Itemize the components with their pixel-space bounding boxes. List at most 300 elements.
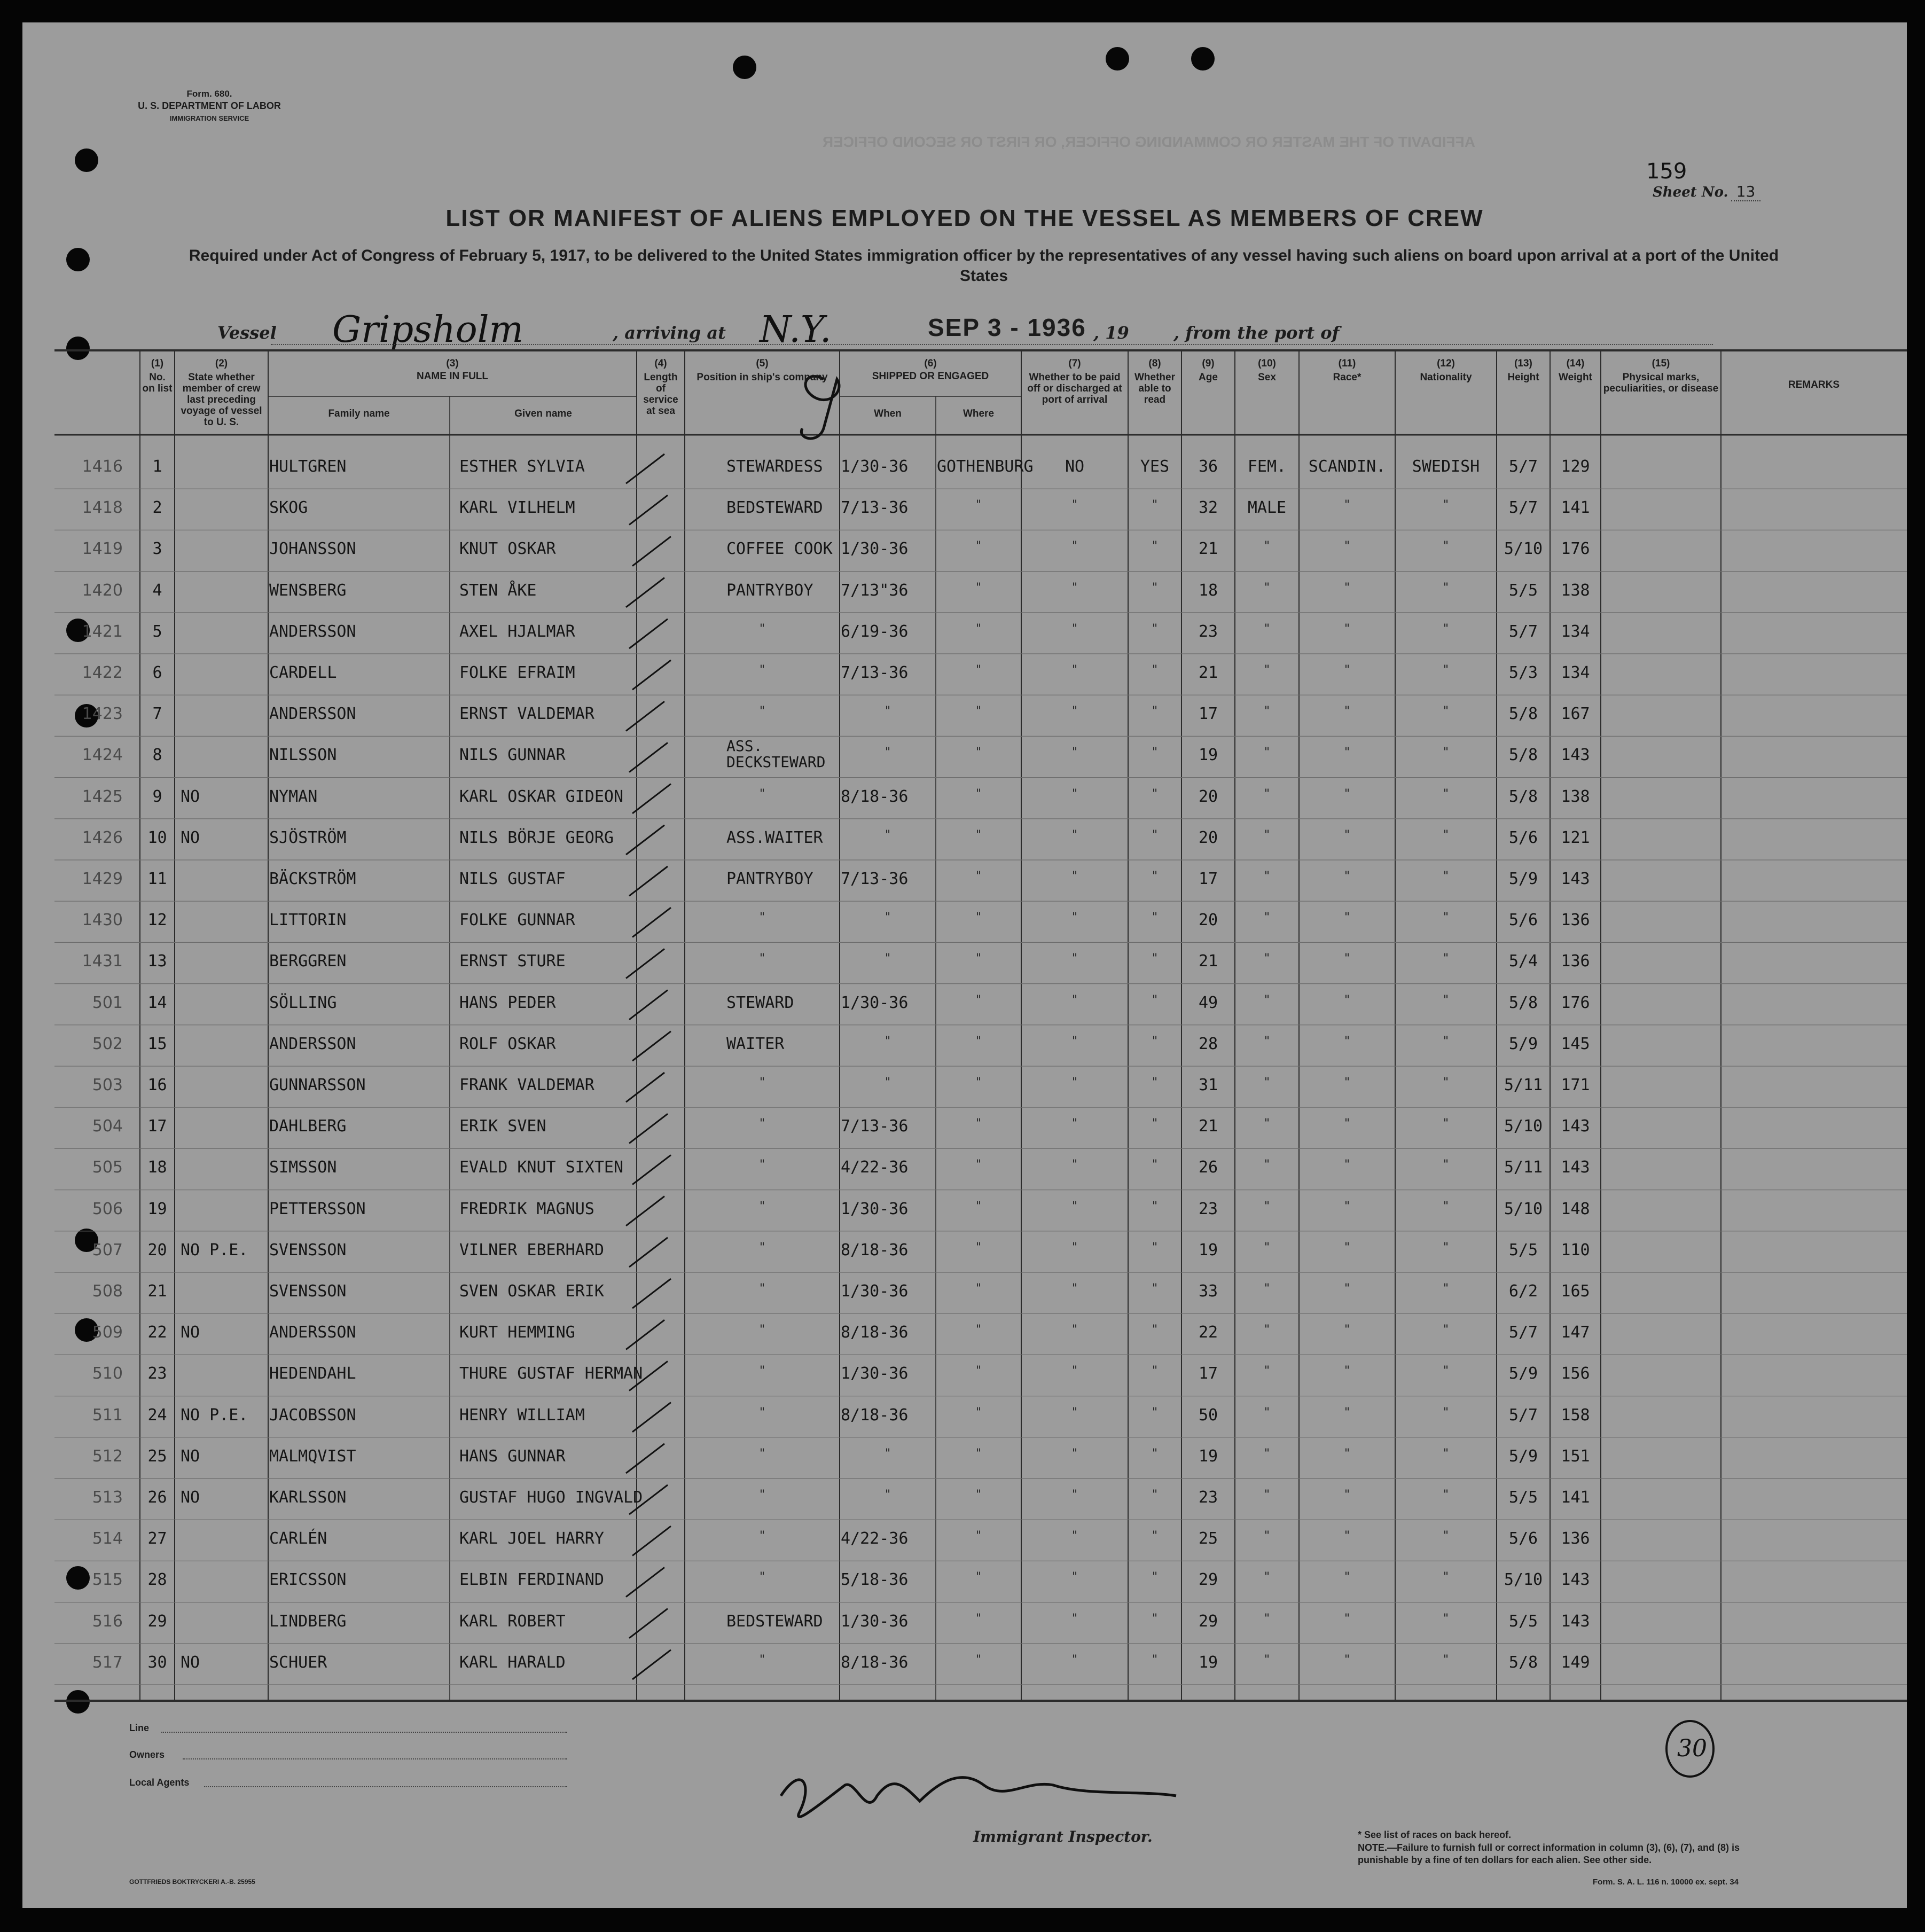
column-header-label: Whether to be paid off or discharged at port of arrival xyxy=(1027,372,1122,405)
nationality: " xyxy=(1442,705,1450,718)
weight: 143 xyxy=(1561,1117,1590,1136)
given-name: KARL ROBERT xyxy=(459,1612,566,1631)
nationality: " xyxy=(1442,952,1450,966)
nationality: " xyxy=(1442,1405,1450,1419)
previous-voyage: NO xyxy=(181,1488,200,1507)
shipped-when: 7/13-36 xyxy=(841,498,909,518)
owners-rule xyxy=(183,1758,567,1759)
height: 5/8 xyxy=(1508,705,1538,724)
given-name: HANS GUNNAR xyxy=(459,1446,566,1466)
able-to-read: " xyxy=(1151,993,1159,1007)
position: " xyxy=(758,1570,766,1584)
table-row xyxy=(22,613,1907,654)
family-name: ANDERSSON xyxy=(269,705,356,724)
local-agents-label: Local Agents xyxy=(129,1777,190,1788)
shipped-where: " xyxy=(975,952,982,966)
table-row xyxy=(22,1272,1907,1313)
margin-number: 508 xyxy=(92,1282,123,1301)
shipped-where: " xyxy=(975,539,982,553)
race: " xyxy=(1343,828,1351,842)
race: " xyxy=(1343,1117,1351,1131)
shipped-when: 1/30-36 xyxy=(841,993,909,1012)
shipped-where: " xyxy=(975,1570,982,1584)
shipped-where: " xyxy=(975,622,982,636)
nationality: " xyxy=(1442,828,1450,842)
row-number: 2 xyxy=(152,498,162,518)
owners-label: Owners xyxy=(129,1749,165,1760)
weight: 143 xyxy=(1561,746,1590,765)
position: " xyxy=(758,1488,766,1501)
position: STEWARDESS xyxy=(726,457,823,476)
age: 19 xyxy=(1198,1653,1218,1672)
shipped-when: 1/30-36 xyxy=(841,1612,909,1631)
able-to-read: " xyxy=(1151,1488,1159,1501)
position: BEDSTEWARD xyxy=(726,498,823,518)
sex: " xyxy=(1263,539,1271,553)
shipped-when: 1/30-36 xyxy=(841,1199,909,1218)
margin-number: 506 xyxy=(92,1199,123,1218)
family-name: HEDENDAHL xyxy=(269,1364,356,1383)
race: " xyxy=(1343,622,1351,636)
height: 5/5 xyxy=(1508,1612,1538,1631)
previous-voyage: NO xyxy=(181,1323,200,1342)
height: 5/8 xyxy=(1508,993,1538,1012)
height: 5/7 xyxy=(1508,457,1538,476)
from-port-label: , from the port of xyxy=(1173,323,1340,343)
row-number: 19 xyxy=(147,1199,167,1218)
column-header-label: SHIPPED OR ENGAGED xyxy=(872,371,989,382)
sex: " xyxy=(1263,1117,1271,1131)
height: 5/9 xyxy=(1508,1446,1538,1466)
position: " xyxy=(758,1240,766,1254)
nationality: " xyxy=(1442,663,1450,677)
age: 17 xyxy=(1198,705,1218,724)
column-number: (9) xyxy=(1202,358,1215,369)
weight: 121 xyxy=(1561,828,1590,847)
given-name: GUSTAF HUGO INGVALD xyxy=(459,1488,643,1507)
table-row xyxy=(22,654,1907,695)
paid-off: " xyxy=(1071,1653,1078,1667)
row-number: 17 xyxy=(147,1117,167,1136)
shipped-when: 8/18-36 xyxy=(841,787,909,806)
position: COFFEE COOK xyxy=(726,539,833,559)
margin-number: 516 xyxy=(92,1612,123,1631)
family-name: SVENSSON xyxy=(269,1282,347,1301)
column-number: (8) xyxy=(1148,358,1161,369)
position: " xyxy=(758,1323,766,1337)
able-to-read: " xyxy=(1151,911,1159,925)
row-number: 29 xyxy=(147,1612,167,1631)
weight: 141 xyxy=(1561,1488,1590,1507)
shipped-where: " xyxy=(975,1199,982,1213)
nationality: " xyxy=(1442,993,1450,1007)
position: " xyxy=(758,1199,766,1213)
column-number: (2) xyxy=(215,358,228,369)
race: " xyxy=(1343,1364,1351,1378)
sex: " xyxy=(1263,581,1271,595)
family-name: MALMQVIST xyxy=(269,1446,356,1466)
race: " xyxy=(1343,952,1351,966)
race: SCANDIN. xyxy=(1308,457,1386,476)
able-to-read: " xyxy=(1151,746,1159,760)
table-row xyxy=(22,1313,1907,1355)
able-to-read: " xyxy=(1151,1282,1159,1295)
previous-voyage: NO xyxy=(181,1446,200,1466)
age: 29 xyxy=(1198,1570,1218,1590)
margin-number: 1430 xyxy=(82,911,123,930)
able-to-read: " xyxy=(1151,1158,1159,1172)
pen-mark xyxy=(801,376,839,438)
given-name: HANS PEDER xyxy=(459,993,556,1012)
service: IMMIGRATION SERVICE xyxy=(169,114,249,122)
printer-code: GOTTFRIEDS BOKTRYCKERI A.-B. 25955 xyxy=(129,1878,255,1886)
table-row xyxy=(22,1561,1907,1602)
nationality: " xyxy=(1442,1446,1450,1460)
sex: " xyxy=(1263,1446,1271,1460)
nationality: " xyxy=(1442,1240,1450,1254)
position: ASS. DECKSTEWARD xyxy=(726,737,826,771)
family-name: SCHUER xyxy=(269,1653,327,1672)
height: 5/10 xyxy=(1504,539,1543,559)
inspector-label: Immigrant Inspector. xyxy=(973,1828,1153,1845)
weight: 141 xyxy=(1561,498,1590,518)
sex: " xyxy=(1263,870,1271,883)
given-name: STEN ÅKE xyxy=(459,581,537,600)
margin-number: 517 xyxy=(92,1653,123,1672)
race: " xyxy=(1343,1323,1351,1337)
table-row xyxy=(22,1479,1907,1520)
weight: 147 xyxy=(1561,1323,1590,1342)
race: " xyxy=(1343,993,1351,1007)
nationality: " xyxy=(1442,1364,1450,1378)
form-code: Form. S. A. L. 116 n. 10000 ex. sept. 34 xyxy=(1593,1878,1739,1887)
position: PANTRYBOY xyxy=(726,581,813,600)
able-to-read: " xyxy=(1151,1076,1159,1089)
age: 19 xyxy=(1198,1240,1218,1260)
arriving-label: , arriving at xyxy=(613,323,726,343)
row-number: 4 xyxy=(152,581,162,600)
column-header-label: REMARKS xyxy=(1788,379,1840,390)
paid-off: " xyxy=(1071,1117,1078,1131)
family-name: NYMAN xyxy=(269,787,318,806)
column-header-label: Height xyxy=(1507,372,1539,383)
vessel-name: Gripsholm xyxy=(332,309,523,351)
nationality: " xyxy=(1442,1529,1450,1543)
height: 5/5 xyxy=(1508,1240,1538,1260)
height: 5/5 xyxy=(1508,1488,1538,1507)
table-row xyxy=(22,942,1907,983)
sex: " xyxy=(1263,1612,1271,1625)
table-row xyxy=(22,1066,1907,1107)
shipped-where: " xyxy=(975,1446,982,1460)
weight: 148 xyxy=(1561,1199,1590,1218)
height: 5/10 xyxy=(1504,1117,1543,1136)
row-number: 26 xyxy=(147,1488,167,1507)
given-name: ERNST STURE xyxy=(459,952,566,971)
table-row xyxy=(22,778,1907,819)
sex: " xyxy=(1263,1240,1271,1254)
position: " xyxy=(758,663,766,677)
row-number: 24 xyxy=(147,1405,167,1425)
paid-off: " xyxy=(1071,911,1078,925)
margin-number: 1423 xyxy=(82,705,123,724)
row-number: 16 xyxy=(147,1076,167,1094)
shipped-where: " xyxy=(975,828,982,842)
sex: " xyxy=(1263,1158,1271,1172)
sex: " xyxy=(1263,1529,1271,1543)
table-row xyxy=(22,695,1907,736)
age: 19 xyxy=(1198,1446,1218,1466)
height: 5/4 xyxy=(1508,952,1538,971)
able-to-read: YES xyxy=(1140,457,1170,476)
height: 5/9 xyxy=(1508,1364,1538,1383)
paid-off: " xyxy=(1071,993,1078,1007)
nationality: " xyxy=(1442,1488,1450,1501)
age: 19 xyxy=(1198,746,1218,765)
sex: FEM. xyxy=(1247,457,1287,476)
shipped-when: 7/13"36 xyxy=(841,581,909,600)
family-name: NILSSON xyxy=(269,746,337,765)
paid-off: " xyxy=(1071,539,1078,553)
shipped-when: " xyxy=(884,1076,891,1089)
given-name: ERNST VALDEMAR xyxy=(459,705,594,724)
table-row xyxy=(22,572,1907,613)
family-name: BÄCKSTRÖM xyxy=(269,870,356,888)
race: " xyxy=(1343,1405,1351,1419)
row-number: 25 xyxy=(147,1446,167,1466)
given-name: FOLKE GUNNAR xyxy=(459,911,575,930)
shipped-where: " xyxy=(975,705,982,718)
shipped-where: " xyxy=(975,1364,982,1378)
column-header-label: State whether member of crew last preceding voyage of vessel to U. S. xyxy=(181,372,262,428)
nationality: " xyxy=(1442,1653,1450,1667)
shipped-when: 8/18-36 xyxy=(841,1405,909,1425)
able-to-read: " xyxy=(1151,1612,1159,1625)
nationality: " xyxy=(1442,1034,1450,1048)
sex: " xyxy=(1263,746,1271,760)
family-name: LINDBERG xyxy=(269,1612,347,1631)
given-name: FREDRIK MAGNUS xyxy=(459,1199,594,1218)
weight: 134 xyxy=(1561,663,1590,682)
row-number: 14 xyxy=(147,993,167,1012)
sex: " xyxy=(1263,705,1271,718)
paid-off: " xyxy=(1071,1282,1078,1295)
height: 5/8 xyxy=(1508,787,1538,806)
able-to-read: " xyxy=(1151,1364,1159,1378)
height: 5/5 xyxy=(1508,581,1538,600)
family-name: KARLSSON xyxy=(269,1488,347,1507)
margin-number: 1429 xyxy=(82,870,123,888)
age: 23 xyxy=(1198,1488,1218,1507)
given-name: HENRY WILLIAM xyxy=(459,1405,585,1425)
family-name: GUNNARSSON xyxy=(269,1076,366,1094)
race: " xyxy=(1343,539,1351,553)
height: 5/6 xyxy=(1508,1529,1538,1548)
paid-off: " xyxy=(1071,705,1078,718)
row-number: 23 xyxy=(147,1364,167,1383)
table-row xyxy=(22,1355,1907,1396)
paid-off: " xyxy=(1071,622,1078,636)
position: " xyxy=(758,787,766,801)
nationality: " xyxy=(1442,1282,1450,1295)
age: 32 xyxy=(1198,498,1218,518)
given-name: KNUT OSKAR xyxy=(459,539,556,559)
nationality: " xyxy=(1442,539,1450,553)
family-name: LITTORIN xyxy=(269,911,347,930)
age: 21 xyxy=(1198,663,1218,682)
able-to-read: " xyxy=(1151,787,1159,801)
shipped-when: 7/13-36 xyxy=(841,870,909,888)
sex: " xyxy=(1263,622,1271,636)
previous-voyage: NO xyxy=(181,828,200,847)
position: " xyxy=(758,1446,766,1460)
race: " xyxy=(1343,663,1351,677)
shipped-when: " xyxy=(884,1446,891,1460)
position: PANTRYBOY xyxy=(726,870,813,888)
position: " xyxy=(758,952,766,966)
age: 17 xyxy=(1198,870,1218,888)
column-header-label: Whether able to read xyxy=(1134,372,1175,405)
family-name: CARLÉN xyxy=(269,1529,327,1548)
table-row xyxy=(22,901,1907,942)
sex: " xyxy=(1263,952,1271,966)
given-name: KURT HEMMING xyxy=(459,1323,575,1342)
row-number: 18 xyxy=(147,1158,167,1177)
paid-off: " xyxy=(1071,828,1078,842)
column-subheader-label: When xyxy=(874,408,902,419)
column-header-label: Weight xyxy=(1559,372,1592,383)
weight: 158 xyxy=(1561,1405,1590,1425)
nationality: " xyxy=(1442,870,1450,883)
family-name: WENSBERG xyxy=(269,581,347,600)
row-number: 15 xyxy=(147,1034,167,1053)
margin-number: 1420 xyxy=(82,581,123,600)
shipped-where: " xyxy=(975,1158,982,1172)
given-name: FOLKE EFRAIM xyxy=(459,663,575,682)
family-name: JOHANSSON xyxy=(269,539,356,559)
race: " xyxy=(1343,1158,1351,1172)
weight: 143 xyxy=(1561,870,1590,888)
race: " xyxy=(1343,1612,1351,1625)
paid-off: " xyxy=(1071,1612,1078,1625)
age: 20 xyxy=(1198,911,1218,930)
age: 31 xyxy=(1198,1076,1218,1094)
column-number: (6) xyxy=(924,358,937,369)
given-name: NILS GUNNAR xyxy=(459,746,566,765)
paid-off: " xyxy=(1071,498,1078,512)
family-name: JACOBSSON xyxy=(269,1405,356,1425)
given-name: ELBIN FERDINAND xyxy=(459,1570,604,1590)
shipped-when: 1/30-36 xyxy=(841,457,909,476)
column-number: (12) xyxy=(1437,358,1455,369)
shipped-when: " xyxy=(884,952,891,966)
shipped-where: " xyxy=(975,870,982,883)
age: 20 xyxy=(1198,828,1218,847)
page-title: LIST OR MANIFEST OF ALIENS EMPLOYED ON THE VESSEL AS MEMBERS OF CREW xyxy=(445,205,1484,231)
paid-off: " xyxy=(1071,1364,1078,1378)
table-row xyxy=(22,984,1907,1025)
form-number: Form. 680. xyxy=(186,89,232,99)
nationality: " xyxy=(1442,1076,1450,1089)
family-name: SKOG xyxy=(269,498,308,518)
age: 36 xyxy=(1198,457,1218,476)
paid-off: " xyxy=(1071,1405,1078,1419)
age: 50 xyxy=(1198,1405,1218,1425)
able-to-read: " xyxy=(1151,1653,1159,1667)
row-number: 7 xyxy=(152,705,162,724)
position: " xyxy=(758,622,766,636)
able-to-read: " xyxy=(1151,1034,1159,1048)
row-number: 12 xyxy=(147,911,167,930)
nationality: " xyxy=(1442,787,1450,801)
row-number: 13 xyxy=(147,952,167,971)
table-row xyxy=(22,860,1907,901)
able-to-read: " xyxy=(1151,952,1159,966)
table-row xyxy=(22,1520,1907,1561)
given-name: THURE GUSTAF HERMAN xyxy=(459,1364,643,1383)
given-name: AXEL HJALMAR xyxy=(459,622,575,641)
row-number: 9 xyxy=(152,787,162,806)
able-to-read: " xyxy=(1151,663,1159,677)
column-number: (11) xyxy=(1338,358,1356,369)
race: " xyxy=(1343,1282,1351,1295)
column-header-label: Race* xyxy=(1333,372,1361,383)
weight: 143 xyxy=(1561,1158,1590,1177)
table-row xyxy=(22,736,1907,777)
margin-number: 514 xyxy=(92,1529,123,1548)
race: " xyxy=(1343,1446,1351,1460)
age: 49 xyxy=(1198,993,1218,1012)
paid-off: " xyxy=(1071,870,1078,883)
nationality: " xyxy=(1442,1612,1450,1625)
race: " xyxy=(1343,870,1351,883)
family-name: SÖLLING xyxy=(269,993,337,1012)
sex: " xyxy=(1263,1282,1271,1295)
column-subheader-label: Family name xyxy=(328,408,390,419)
position: ASS.WAITER xyxy=(726,828,823,847)
margin-number: 504 xyxy=(92,1117,123,1136)
shipped-when: 1/30-36 xyxy=(841,1282,909,1301)
position: " xyxy=(758,1405,766,1419)
given-name: ROLF OSKAR xyxy=(459,1034,556,1053)
height: 6/2 xyxy=(1508,1282,1538,1301)
shipped-when: 7/13-36 xyxy=(841,1117,909,1136)
height: 5/9 xyxy=(1508,1034,1538,1053)
shipped-where: " xyxy=(975,1653,982,1667)
shipped-where: " xyxy=(975,1076,982,1089)
column-header-label: NAME IN FULL xyxy=(416,371,489,382)
position: " xyxy=(758,1158,766,1172)
given-name: ESTHER SYLVIA xyxy=(459,457,585,476)
shipped-where: " xyxy=(975,663,982,677)
family-name: BERGGREN xyxy=(269,952,347,971)
margin-number: 1424 xyxy=(82,746,123,765)
paid-off: " xyxy=(1071,1034,1078,1048)
given-name: ERIK SVEN xyxy=(459,1117,546,1136)
table-row xyxy=(22,489,1907,530)
year-label: , 19 xyxy=(1093,323,1129,343)
column-number: (5) xyxy=(756,358,769,369)
column-header-label: Age xyxy=(1199,372,1218,383)
age: 26 xyxy=(1198,1158,1218,1177)
shipped-when: " xyxy=(884,828,891,842)
able-to-read: " xyxy=(1151,1446,1159,1460)
shipped-when: 6/19-36 xyxy=(841,622,909,641)
able-to-read: " xyxy=(1151,1323,1159,1337)
previous-voyage: NO xyxy=(181,1653,200,1672)
weight: 149 xyxy=(1561,1653,1590,1672)
sex: " xyxy=(1263,1323,1271,1337)
